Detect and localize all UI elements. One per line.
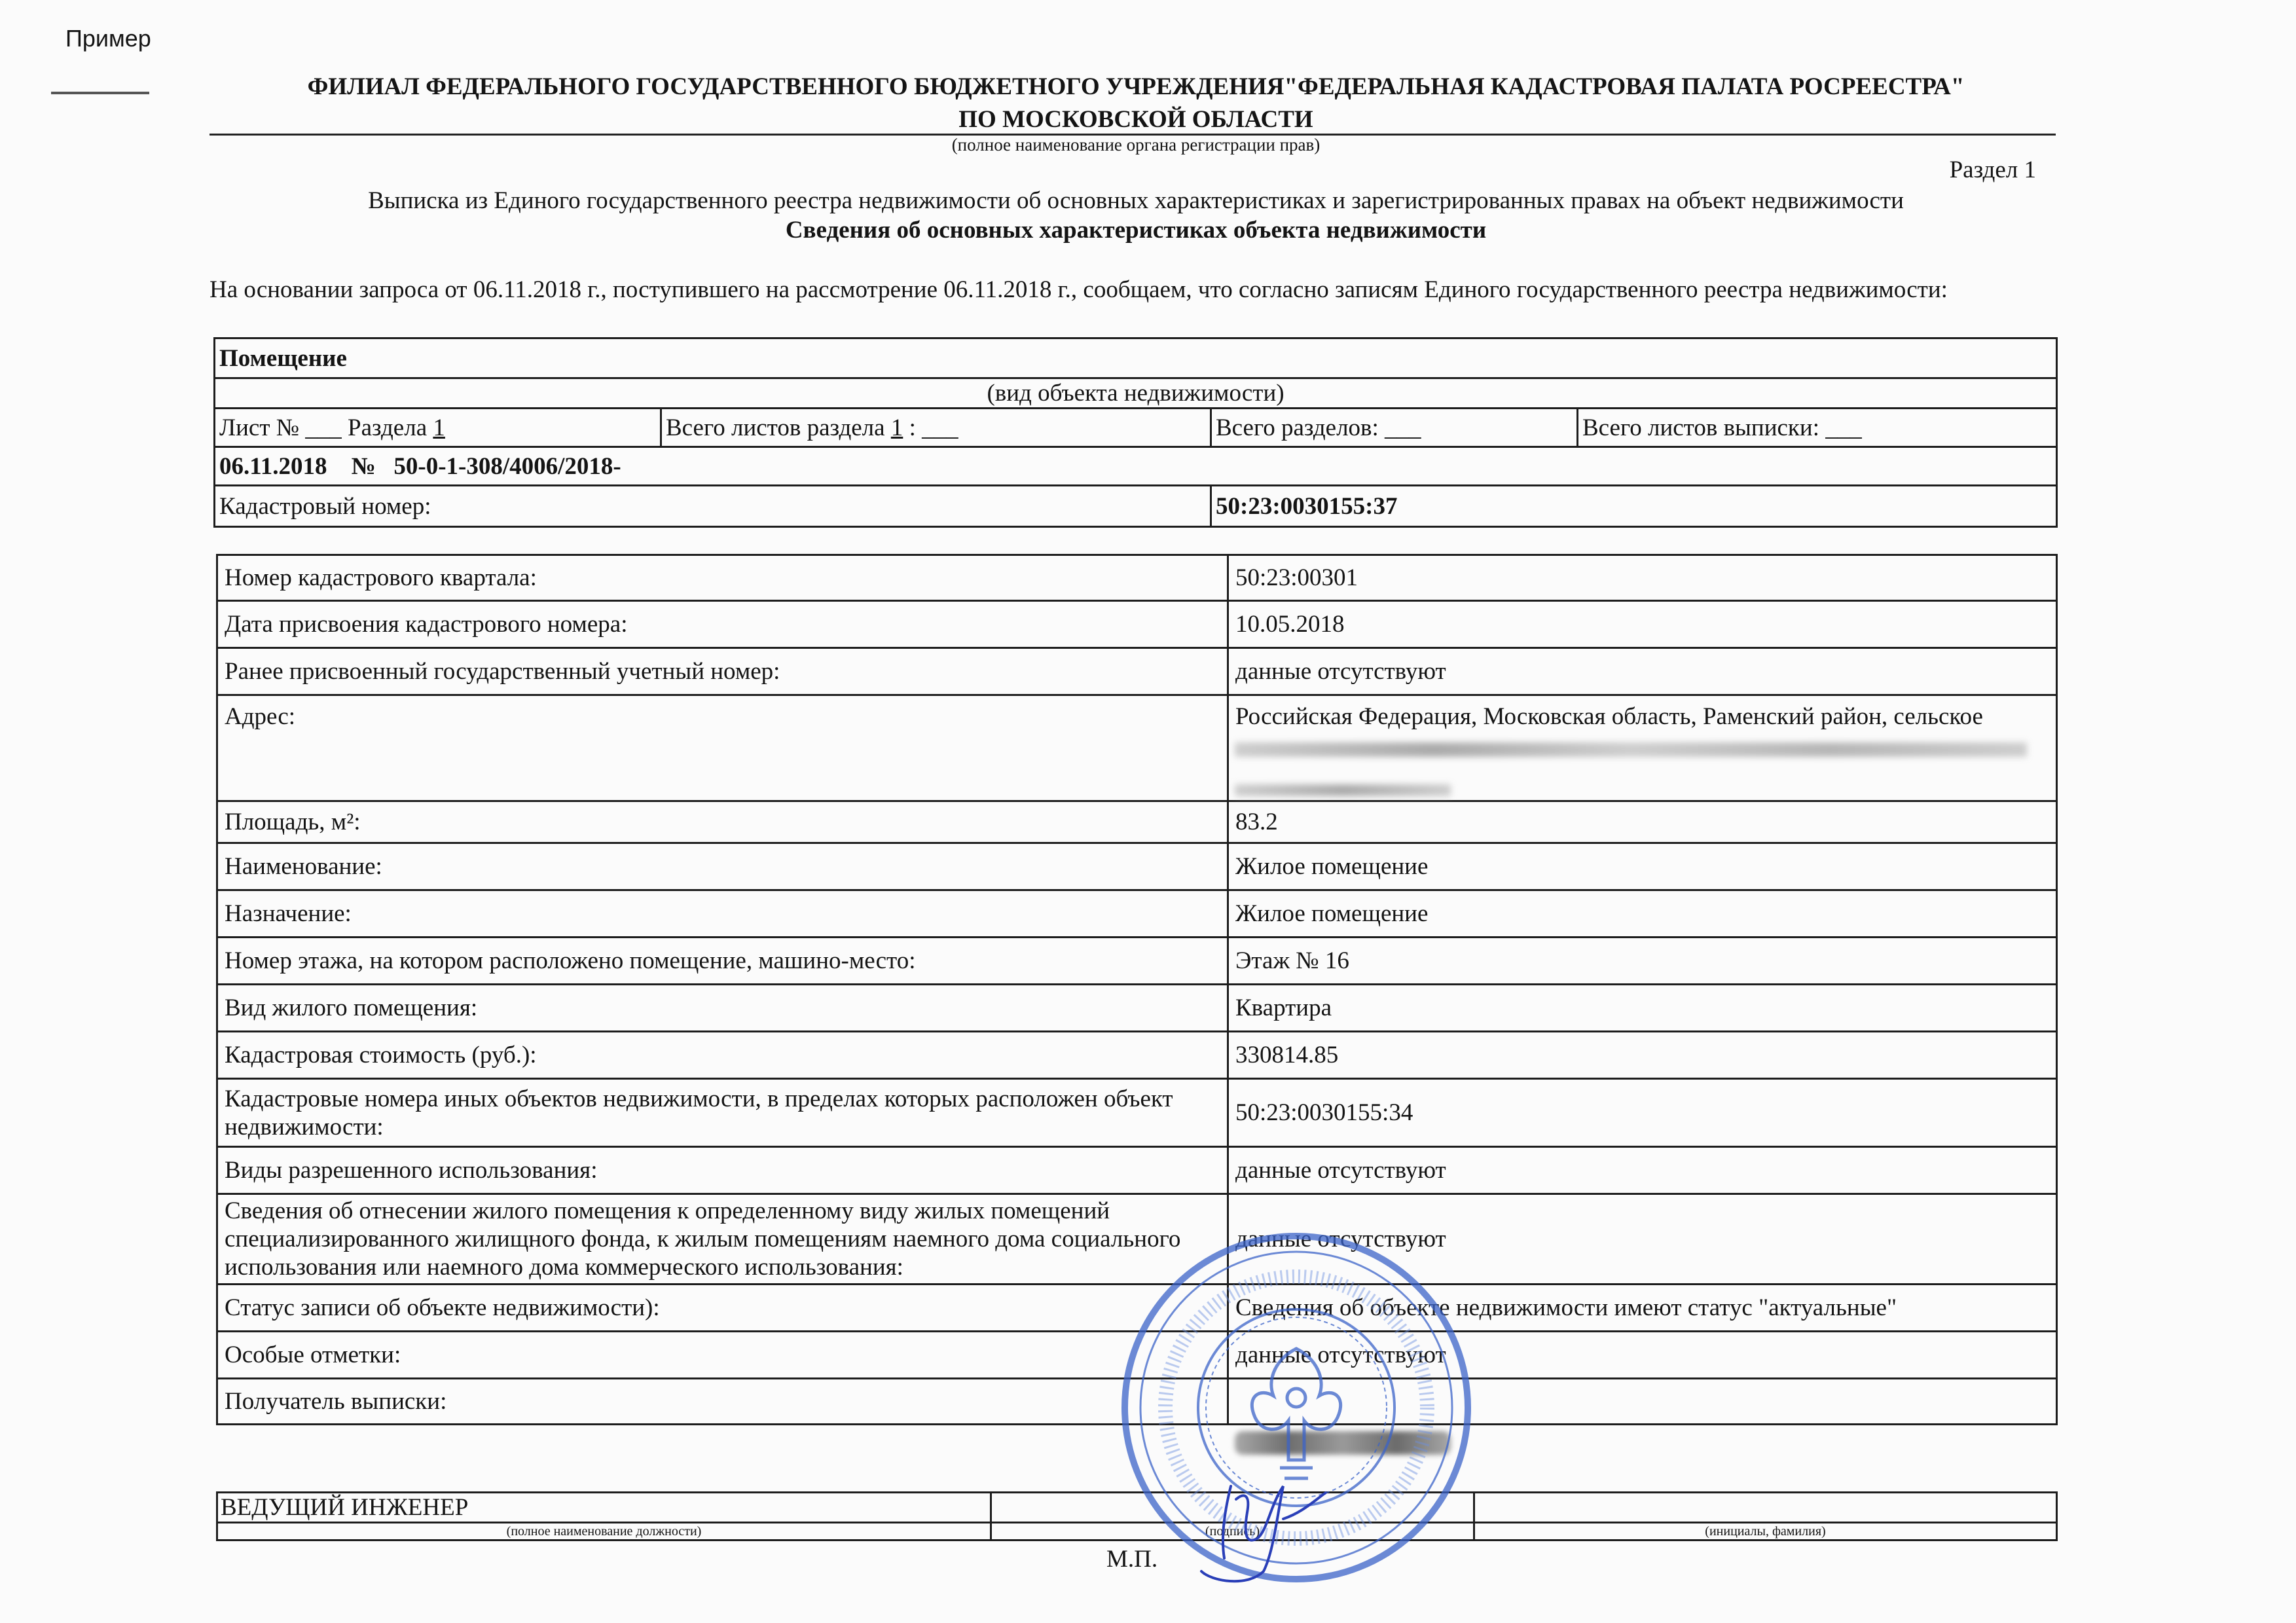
characteristic-row (217, 555, 2057, 601)
characteristic-label: Получатель выписки: (217, 1379, 1228, 1425)
characteristic-value: данные отсутствуют (1228, 1147, 2057, 1194)
characteristic-value: Квартира (1228, 985, 2057, 1032)
characteristic-value: Этаж № 16 (1228, 938, 2057, 985)
sheet-number-cell (215, 409, 661, 447)
extract-sheets-total: Всего листов выписки: ___ (1578, 409, 2057, 447)
characteristic-label: Виды разрешенного использования: (217, 1147, 1228, 1194)
corner-dash-mark (51, 92, 149, 94)
characteristic-label: Статус записи об объекте недвижимости): (217, 1285, 1228, 1332)
characteristic-label: Назначение: (217, 890, 1228, 938)
document-subheading: Сведения об основных характеристиках объекта недвижимости (785, 217, 1487, 244)
sheet-section-value: 1 (433, 414, 445, 441)
intro-paragraph: На основании запроса от 06.11.2018 г., поступившего на рассмотрение 06.11.2018 г., сообщаем, что согласно записям Единого государственного реестра недвижимости: (210, 276, 1948, 303)
organization-title (210, 71, 2062, 136)
registration-number: 50-0-1-308/4006/2018- (393, 452, 621, 480)
characteristic-row (217, 1032, 2057, 1079)
characteristic-value: данные отсутствуют (1228, 1332, 2057, 1379)
characteristic-row (217, 1147, 2057, 1194)
organization-title-line-2: ПО МОСКОВСКОЙ ОБЛАСТИ (958, 106, 1313, 133)
cadastral-number-label: Кадастровый номер: (215, 486, 1211, 527)
characteristic-label: Наименование: (217, 843, 1228, 890)
characteristic-value: 10.05.2018 (1228, 601, 2057, 648)
signer-name-cell (1474, 1493, 2057, 1523)
registration-number-sign: № (351, 452, 376, 480)
handwritten-signature (1185, 1460, 1342, 1591)
characteristic-value: Сведения об объекте недвижимости имеют статус "актуальные" (1228, 1285, 2057, 1332)
object-kind-caption: (вид объекта недвижимости) (215, 378, 2057, 409)
signature-caption: (подпись) (991, 1523, 1474, 1541)
characteristic-label: Кадастровые номера иных объектов недвижимости, в пределах которых расположен объект недвижимости: (217, 1079, 1228, 1147)
cadastral-number-value: 50:23:0030155:37 (1211, 486, 2057, 527)
characteristic-label: Особые отметки: (217, 1332, 1228, 1379)
object-header-table (213, 337, 2058, 528)
characteristic-label: Дата присвоения кадастрового номера: (217, 601, 1228, 648)
characteristic-row (217, 1079, 2057, 1147)
characteristic-label: Номер кадастрового квартала: (217, 555, 1228, 601)
characteristic-value: данные отсутствуют (1228, 1194, 2057, 1285)
characteristic-row (217, 890, 2057, 938)
characteristic-value: 50:23:0030155:34 (1228, 1079, 2057, 1147)
document-heading: Выписка из Единого государственного реестра недвижимости об основных характеристиках и зарегистрированных правах на объект недвижимости (368, 187, 1904, 214)
characteristic-label: Сведения об отнесении жилого помещения к определенному виду жилых помещений специализированного жилищного фонда, к жилым помещениям наемного дома социального использования или наемного дома коммерческого использования: (217, 1194, 1228, 1285)
section-sheets-value: 1 (890, 414, 903, 441)
registration-date: 06.11.2018 (219, 452, 327, 480)
characteristic-label: Номер этажа, на котором расположено помещение, машино-место: (217, 938, 1228, 985)
registration-line (215, 447, 2057, 486)
characteristic-label: Адрес: (217, 695, 1228, 801)
characteristic-row (217, 843, 2057, 890)
characteristic-value: 330814.85 (1228, 1032, 2057, 1079)
characteristic-label: Вид жилого помещения: (217, 985, 1228, 1032)
characteristic-value: Жилое помещение (1228, 843, 2057, 890)
section-sheets-cell (661, 409, 1211, 447)
section-number: Раздел 1 (1949, 156, 2036, 183)
characteristic-row (217, 801, 2057, 843)
organization-caption: (полное наименование органа регистрации прав) (951, 135, 1321, 155)
characteristic-value: Жилое помещение (1228, 890, 2057, 938)
characteristic-value: 83.2 (1228, 801, 2057, 843)
characteristic-row (217, 601, 2057, 648)
section-sheets-label: Всего листов раздела (666, 414, 891, 441)
section-sheets-tail: : ___ (903, 414, 958, 441)
characteristic-label: Кадастровая стоимость (руб.): (217, 1032, 1228, 1079)
characteristic-label: Площадь, м²: (217, 801, 1228, 843)
stamp-place-label: М.П. (1106, 1546, 1158, 1573)
object-kind: Помещение (215, 338, 2057, 378)
characteristic-value: 50:23:00301 (1228, 555, 2057, 601)
characteristic-row (217, 938, 2057, 985)
redacted-address-line (1235, 784, 1451, 796)
organization-title-line-1: ФИЛИАЛ ФЕДЕРАЛЬНОГО ГОСУДАРСТВЕННОГО БЮДЖЕТНОГО УЧРЕЖДЕНИЯ"ФЕДЕРАЛЬНАЯ КАДАСТРОВАЯ ПАЛАТА РОСРЕЕСТРА" (307, 73, 1965, 100)
redacted-address-line (1235, 742, 2027, 757)
corner-label: Пример (65, 25, 151, 52)
signer-name-caption: (инициалы, фамилия) (1474, 1523, 2057, 1541)
characteristic-value: данные отсутствуют (1228, 648, 2057, 695)
characteristic-value: Российская Федерация, Московская область, Раменский район, сельское (1228, 695, 2057, 801)
characteristic-label: Ранее присвоенный государственный учетный номер: (217, 648, 1228, 695)
signer-position-caption: (полное наименование должности) (217, 1523, 991, 1541)
sheet-number-label: Лист № ___ Раздела (219, 414, 433, 441)
characteristic-row (217, 648, 2057, 695)
sections-total: Всего разделов: ___ (1211, 409, 1578, 447)
signer-position: ВЕДУЩИЙ ИНЖЕНЕР (217, 1493, 991, 1523)
characteristic-row (217, 985, 2057, 1032)
